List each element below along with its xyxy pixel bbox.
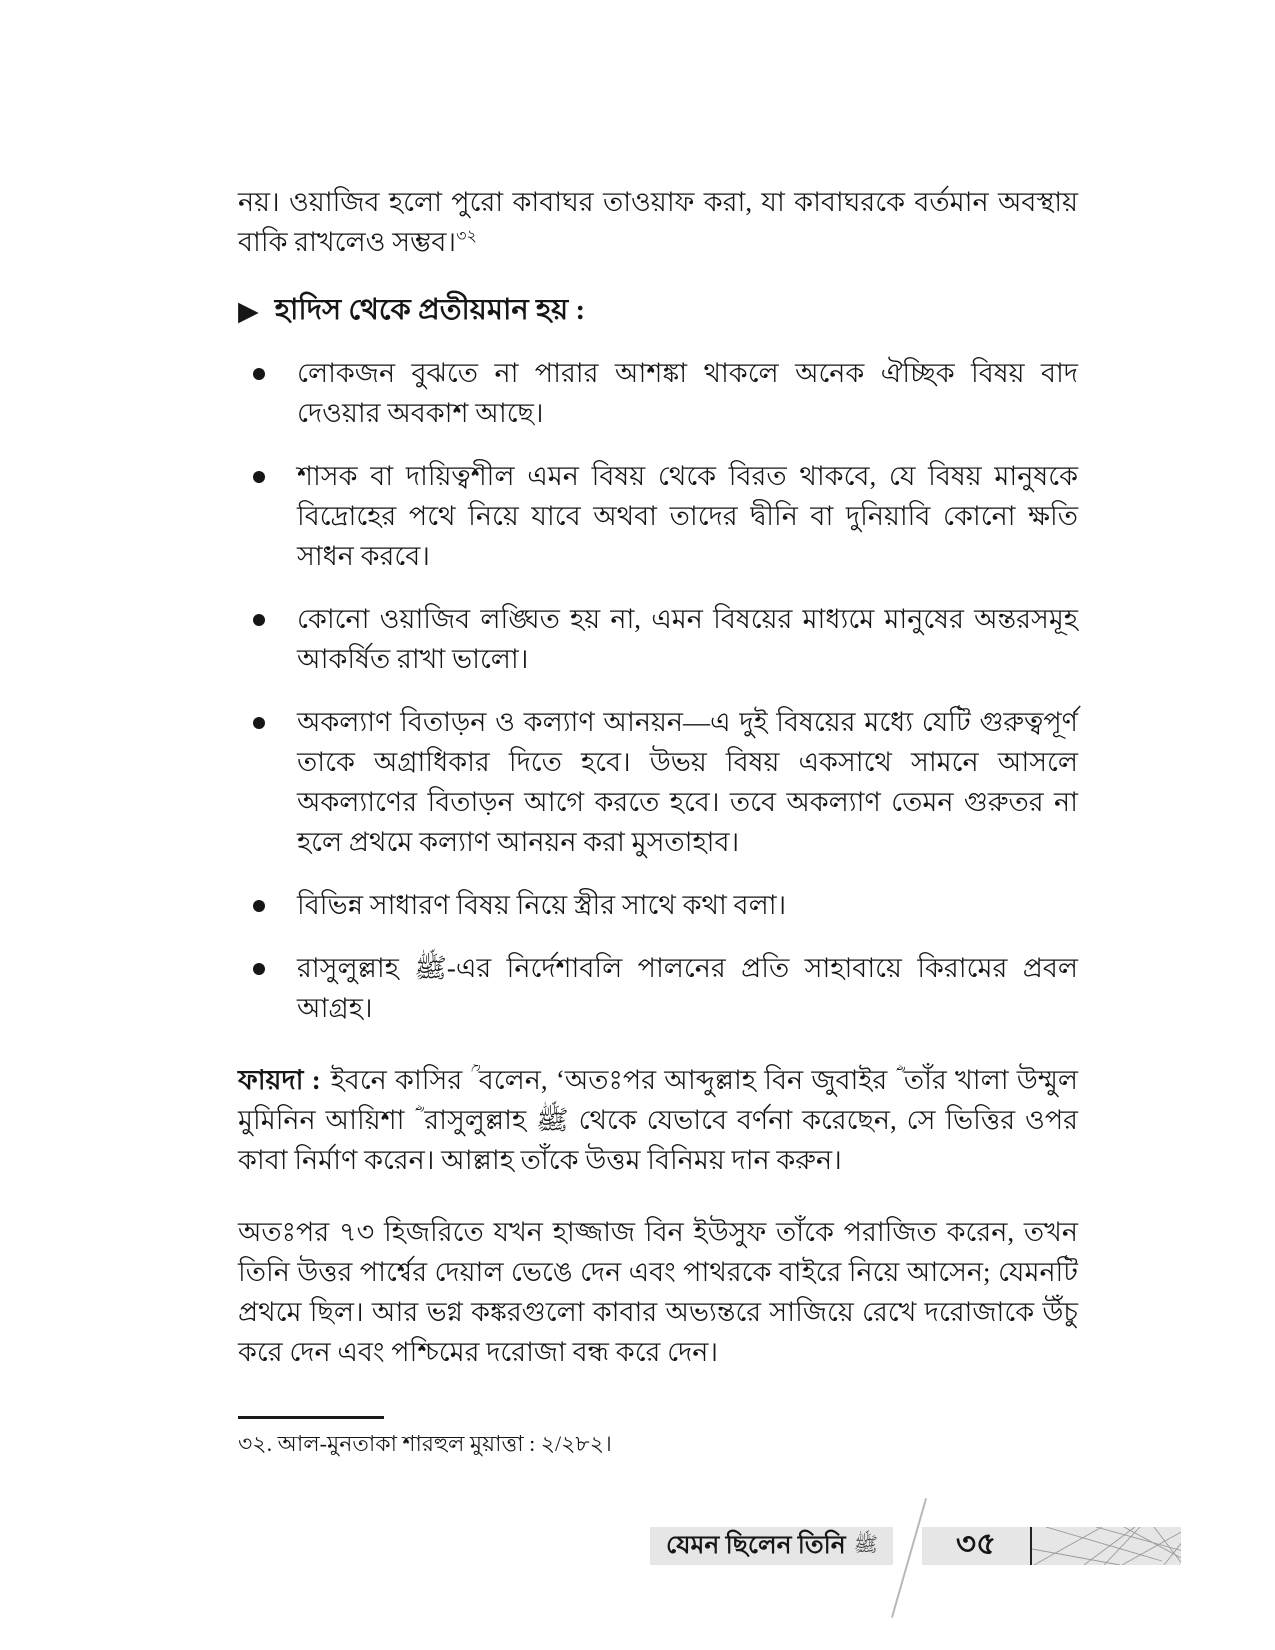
bullet-item-text: অকল্যাণ বিতাড়ন ও কল্যাণ আনয়ন—এ দুই বিষয়ের মধ্যে যেটি গুরুত্বপূর্ণ তাকে অগ্রাধিকার দিতে হবে। উভয় বিষয় একসাথে সামনে আসলে অকল্যাণের বিতাড়ন আগে করতে হবে। তবে অকল্যাণ তেমন গুরুতর না হলে প্রথমে কল্যাণ আনয়ন করা মুসতাহাব। [297,707,1078,857]
fayda-label: ফায়দা : [238,1065,321,1095]
bullet-dot-icon [253,471,265,483]
bullet-dot-icon [253,900,265,912]
bullet-dot-icon [253,368,265,380]
list-item [238,702,1078,862]
list-item [238,599,1078,679]
section-heading [238,290,1078,330]
page-number: ৩৫ [955,1526,997,1561]
section-heading-text: হাদিস থেকে প্রতীয়মান হয় : [274,294,586,326]
bullet-item-text: লোকজন বুঝতে না পারার আশঙ্কা থাকলে অনেক ঐচ্ছিক বিষয় বাদ দেওয়ার অবকাশ আছে। [297,358,1078,428]
footer-decorative-pattern [1030,1527,1181,1565]
bullet-item-text: রাসুলুল্লাহ ﷺ-এর নির্দেশাবলি পালনের প্রতি সাহাবায়ে কিরামের প্রবল আগ্রহ। [297,953,1078,1023]
closing-paragraph: অতঃপর ৭৩ হিজরিতে যখন হাজ্জাজ বিন ইউসুফ তাঁকে পরাজিত করেন, তখন তিনি উত্তর পার্শ্বের দেয়াল ভেঙে দেন এবং পাথরকে বাইরে নিয়ে আসেন; যেমনটি প্রথমে ছিল। আর ভগ্ন কঙ্করগুলো কাবার অভ্যন্তরে সাজিয়ে রেখে দরোজাকে উঁচু করে দেন এবং পশ্চিমের দরোজা বন্ধ করে দেন। [238,1217,1078,1367]
footer-title-bar [650,1527,893,1565]
footer-book-title: যেমন ছিলেন তিনি [666,1531,846,1559]
page-content [238,182,1078,1372]
list-item [238,948,1078,1028]
list-item [238,456,1078,576]
triangle-marker-icon: ▶ [238,295,259,326]
fayda-paragraph [238,1060,1078,1180]
bullet-dot-icon [253,963,265,975]
footnote-divider [238,1416,384,1419]
intro-text: নয়। ওয়াজিব হলো পুরো কাবাঘর তাওয়াফ করা, যা কাবাঘরকে বর্তমান অবস্থায় বাকি রাখলেও সম্ভব। [238,187,1078,257]
list-item [238,353,1078,433]
crossed-lines-pattern-icon [1032,1527,1181,1565]
footer-page-number-bar [922,1527,1030,1565]
intro-paragraph [238,182,1078,262]
prophet-honorific-icon: ﷺ [853,1533,878,1556]
bullet-dot-icon [253,614,265,626]
footnote-area [238,1416,938,1459]
bullet-item-text: বিভিন্ন সাধারণ বিষয় নিয়ে স্ত্রীর সাথে কথা বলা। [297,890,787,920]
footnote-text: ৩২. আল-মুনতাকা শারহুল মুয়াত্তা : ২/২৮২। [238,1431,612,1456]
list-item [238,885,1078,925]
fayda-text: ইবনে কাসির ؒ বলেন, ‘অতঃপর আব্দুল্লাহ বিন জুবাইর ؓ তাঁর খালা উম্মুল মুমিনিন আয়িশা ؓ রাসুলুল্লাহ ﷺ থেকে যেভাবে বর্ণনা করেছেন, সে ভিত্তির ওপর কাবা নির্মাণ করেন। আল্লাহ তাঁকে উত্তম বিনিময় দান করুন। [238,1065,1078,1175]
bullet-item-text: শাসক বা দায়িত্বশীল এমন বিষয় থেকে বিরত থাকবে, যে বিষয় মানুষকে বিদ্রোহের পথে নিয়ে যাবে অথবা তাদের দ্বীনি বা দুনিয়াবি কোনো ক্ষতি সাধন করবে। [297,461,1078,571]
footnote-reference: ৩২ [456,228,477,245]
bullet-item-text: কোনো ওয়াজিব লঙ্ঘিত হয় না, এমন বিষয়ের মাধ্যমে মানুষের অন্তরসমূহ আকর্ষিত রাখা ভালো। [297,604,1078,674]
bullet-dot-icon [253,717,265,729]
